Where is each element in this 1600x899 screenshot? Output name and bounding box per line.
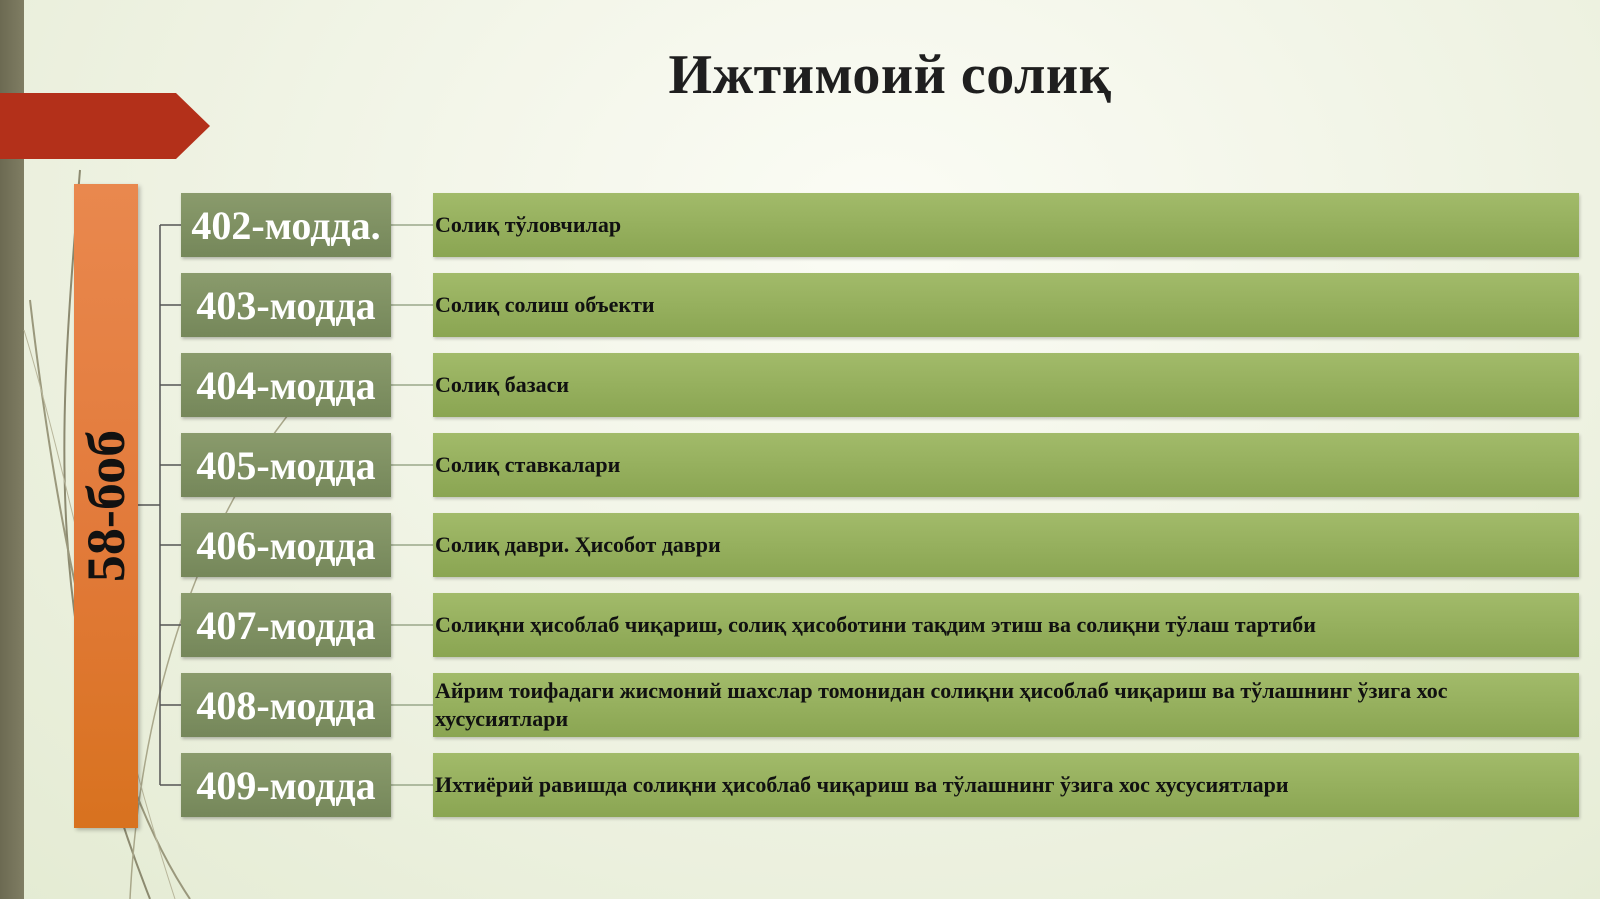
article-description: Солиқ ставкалари	[433, 433, 1579, 497]
article-code: 407-модда	[181, 593, 391, 657]
article-code: 406-модда	[181, 513, 391, 577]
article-code: 405-модда	[181, 433, 391, 497]
article-description: Солиқ даври. Ҳисобот даври	[433, 513, 1579, 577]
article-row	[0, 433, 1600, 497]
article-row	[0, 353, 1600, 417]
article-code: 404-модда	[181, 353, 391, 417]
article-description: Солиқ солиш объекти	[433, 273, 1579, 337]
article-description: Солиқ тўловчилар	[433, 193, 1579, 257]
article-row	[0, 273, 1600, 337]
article-description: Солиқ базаси	[433, 353, 1579, 417]
article-row	[0, 753, 1600, 817]
article-row	[0, 513, 1600, 577]
article-code: 408-модда	[181, 673, 391, 737]
article-code: 409-модда	[181, 753, 391, 817]
article-description: Айрим тоифадаги жисмоний шахслар томонидан солиқни ҳисоблаб чиқариш ва тўлашнинг ўзига хос хусусиятлари	[433, 673, 1579, 737]
article-description: Солиқни ҳисоблаб чиқариш, солиқ ҳисоботини тақдим этиш ва солиқни тўлаш тартиби	[433, 593, 1579, 657]
article-code: 402-модда.	[181, 193, 391, 257]
article-row	[0, 193, 1600, 257]
slide-title: Ижтимоий солиқ	[668, 44, 1112, 106]
article-code: 403-модда	[181, 273, 391, 337]
article-row	[0, 673, 1600, 737]
chapter-label: 58-боб	[76, 429, 136, 583]
article-row	[0, 593, 1600, 657]
article-description: Ихтиёрий равишда солиқни ҳисоблаб чиқариш ва тўлашнинг ўзига хос хусусиятлари	[433, 753, 1579, 817]
